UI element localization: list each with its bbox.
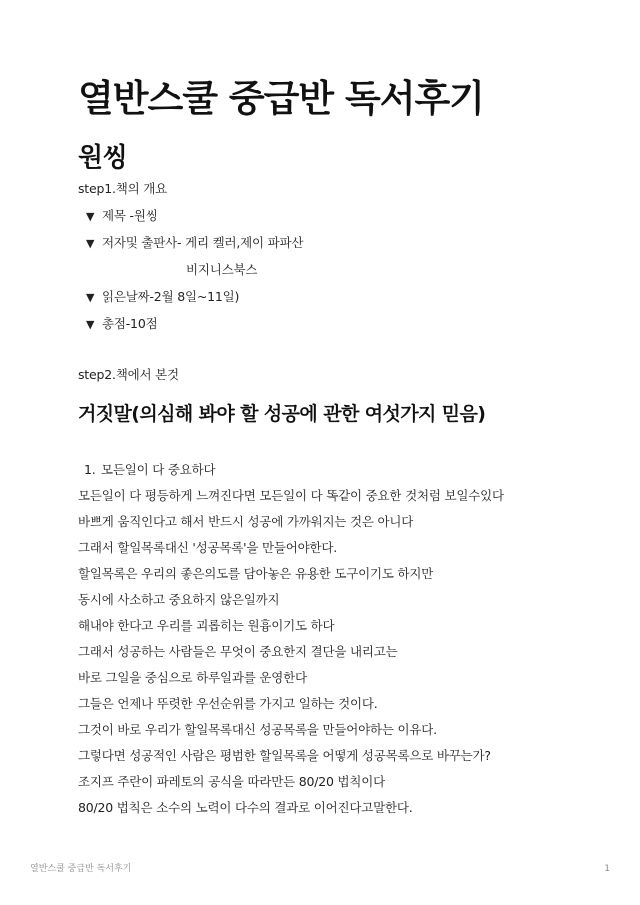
step2-heading: step2.책에서 본것 xyxy=(78,367,179,382)
paragraph-line: 그래서 할일목록대신 '성공목록'을 만들어야한다. xyxy=(78,540,338,555)
paragraph-line: 그것이 바로 우리가 할일목록대신 성공목록을 만들어야하는 이유다. xyxy=(78,722,437,737)
paragraph-line: 그들은 언제나 뚜렷한 우선순위를 가지고 일하는 것이다. xyxy=(78,696,378,711)
paragraph-line: 조지프 주란이 파레토의 공식을 따라만든 80/20 법칙이다 xyxy=(78,774,386,789)
toggle-item-text: 제목 -원씽 xyxy=(102,208,158,223)
section-heading: 거짓말(의심해 봐야 할 성공에 관한 여섯가지 믿음) xyxy=(78,403,486,425)
footer-title: 열반스쿨 중급반 독서후기 xyxy=(30,864,132,874)
paragraph-line: 80/20 법칙은 소수의 노력이 다수의 결과로 이어진다고말한다. xyxy=(78,800,413,815)
toggle-item-text: 총점-10점 xyxy=(102,316,158,331)
paragraph-line: 할일목록은 우리의 좋은의도를 담아놓은 유용한 도구이기도 하지만 xyxy=(78,566,434,581)
toggle-triangle-icon[interactable]: ▼ xyxy=(86,237,95,250)
paragraph-line: 그래서 성공하는 사람들은 무엇이 중요한지 결단을 내리고는 xyxy=(78,644,398,659)
toggle-item[interactable] xyxy=(86,315,157,334)
toggle-item[interactable] xyxy=(86,234,303,253)
publisher-text: 비지니스북스 xyxy=(186,262,258,277)
toggle-item[interactable] xyxy=(86,207,158,226)
paragraph-line: 바쁘게 움직인다고 해서 반드시 성공에 가까워지는 것은 아니다 xyxy=(78,514,414,529)
paragraph-line: 모든일이 다 평등하게 느껴진다면 모든일이 다 똑같이 중요한 것처럼 보일수있다 xyxy=(78,488,504,503)
paragraph-line: 동시에 사소하고 중요하지 않은일까지 xyxy=(78,592,280,607)
toggle-item[interactable] xyxy=(86,288,239,307)
footer-page-number: 1 xyxy=(604,864,610,874)
toggle-item-text: 읽은날짜-2월 8일~11일) xyxy=(102,289,240,304)
list-item-text: 모든일이 다 중요하다 xyxy=(101,462,216,477)
toggle-triangle-icon[interactable]: ▼ xyxy=(86,291,95,304)
paragraph-line: 바로 그일을 중심으로 하루일과를 운영한다 xyxy=(78,670,307,685)
toggle-triangle-icon[interactable]: ▼ xyxy=(86,318,95,331)
paragraph-line: 그렇다면 성공적인 사람은 평범한 할일목록을 어떻게 성공목록으로 바꾸는가? xyxy=(78,748,491,763)
toggle-item-text: 저자및 출판사- 게리 켈러,제이 파파산 xyxy=(102,235,304,250)
book-title: 원씽 xyxy=(78,143,128,173)
list-number: 1. xyxy=(84,462,96,477)
numbered-list-item xyxy=(84,461,215,479)
step1-heading: step1.책의 개요 xyxy=(78,181,168,196)
page-title: 열반스쿨 중급반 독서후기 xyxy=(78,77,484,120)
paragraph-line: 해내야 한다고 우리를 괴롭히는 원흉이기도 하다 xyxy=(78,618,335,633)
toggle-triangle-icon[interactable]: ▼ xyxy=(86,210,95,223)
